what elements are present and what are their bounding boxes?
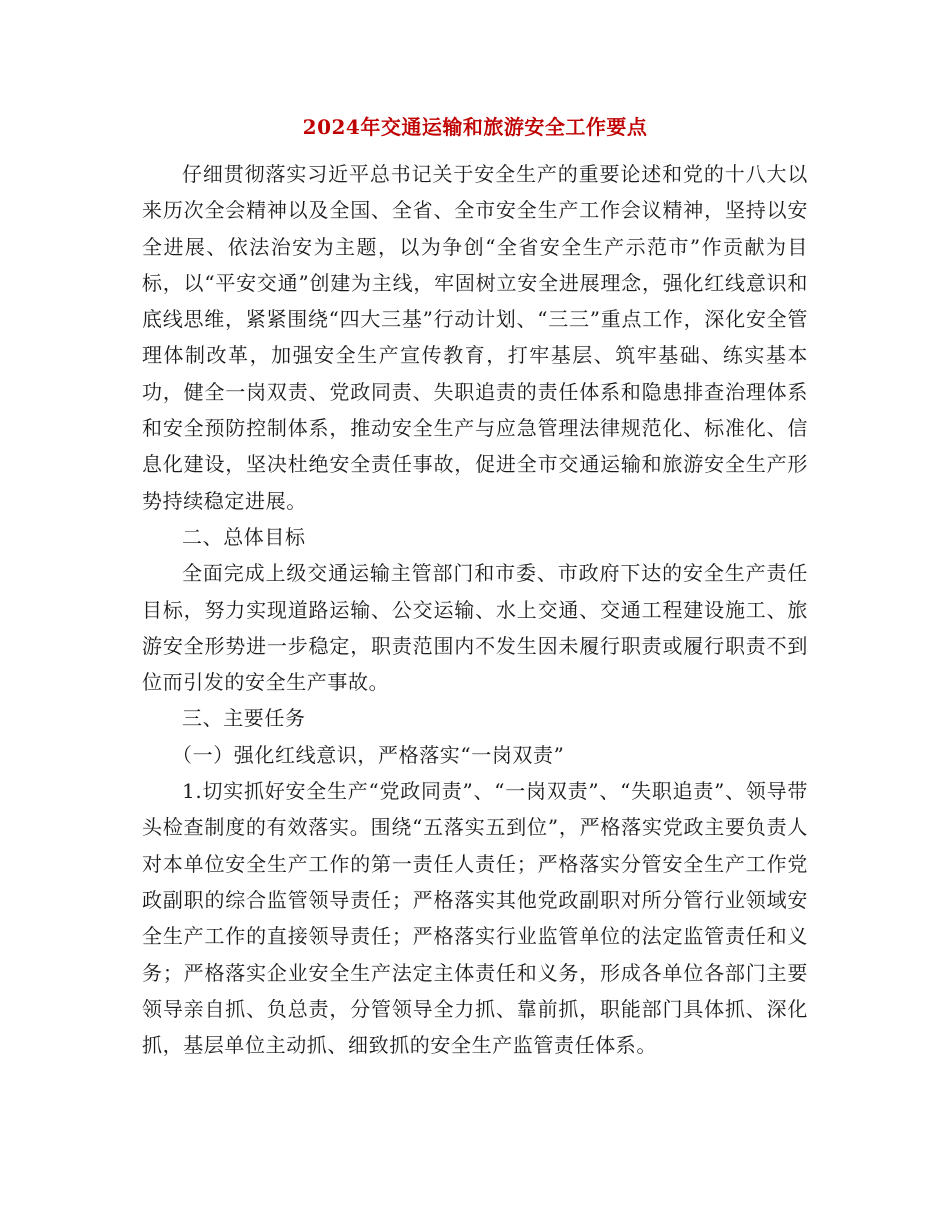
intro-paragraph: 仔细贯彻落实习近平总书记关于安全生产的重要论述和党的十八大以来历次全会精神以及全国、全省、全市安全生产工作会议精神，坚持以安全进展、依法治安为主题，以为争创“全省安全生产示范市”作贡献为目标，以“平安交通”创建为主线，牢固树立安全进展理念，强化红线意识和底线思维，紧紧围绕“四大三基”行动计划、“三三”重点工作，深化安全管理体制改革，加强安全生产宣传教育，打牢基层、筑牢基础、练实基本功，健全一岗双责、党政同责、失职追责的责任体系和隐患排查治理体系和安全预防控制体系，推动安全生产与应急管理法律规范化、标准化、信息化建设，坚决杜绝安全责任事故，促进全市交通运输和旅游安全生产形势持续稳定进展。	[142, 162, 808, 513]
overall-goal-paragraph: 全面完成上级交通运输主管部门和市委、市政府下达的安全生产责任目标，努力实现道路运输、公交运输、水上交通、交通工程建设施工、旅游安全形势进一步稳定，职责范围内不发生因未履行职责或履行职责不到位而引发的安全生产事故。	[142, 561, 808, 695]
document-title: 2024年交通运输和旅游安全工作要点	[302, 115, 648, 139]
document-body	[142, 156, 808, 1063]
section-heading-main-tasks: 三、主要任务	[182, 706, 306, 731]
task-item-1-paragraph: 1.切实抓好安全生产“党政同责”、“一岗双责”、“失职追责”、领导带头检查制度的有效落实。围绕“五落实五到位”，严格落实党政主要负责人对本单位安全生产工作的第一责任人责任；严格落实分管安全生产工作党政副职的综合监管领导责任；严格落实其他党政副职对所分管行业领域安全生产工作的直接领导责任；严格落实行业监管单位的法定监管责任和义务；严格落实企业安全生产法定主体责任和义务，形成各单位各部门主要领导亲自抓、负总责，分管领导全力抓、靠前抓，职能部门具体抓、深化抓，基层单位主动抓、细致抓的安全生产监管责任体系。	[142, 779, 808, 1058]
section-heading-overall-goal: 二、总体目标	[182, 524, 306, 549]
subsection-heading-1: （一）强化红线意识，严格落实“一岗双责”	[172, 742, 565, 767]
